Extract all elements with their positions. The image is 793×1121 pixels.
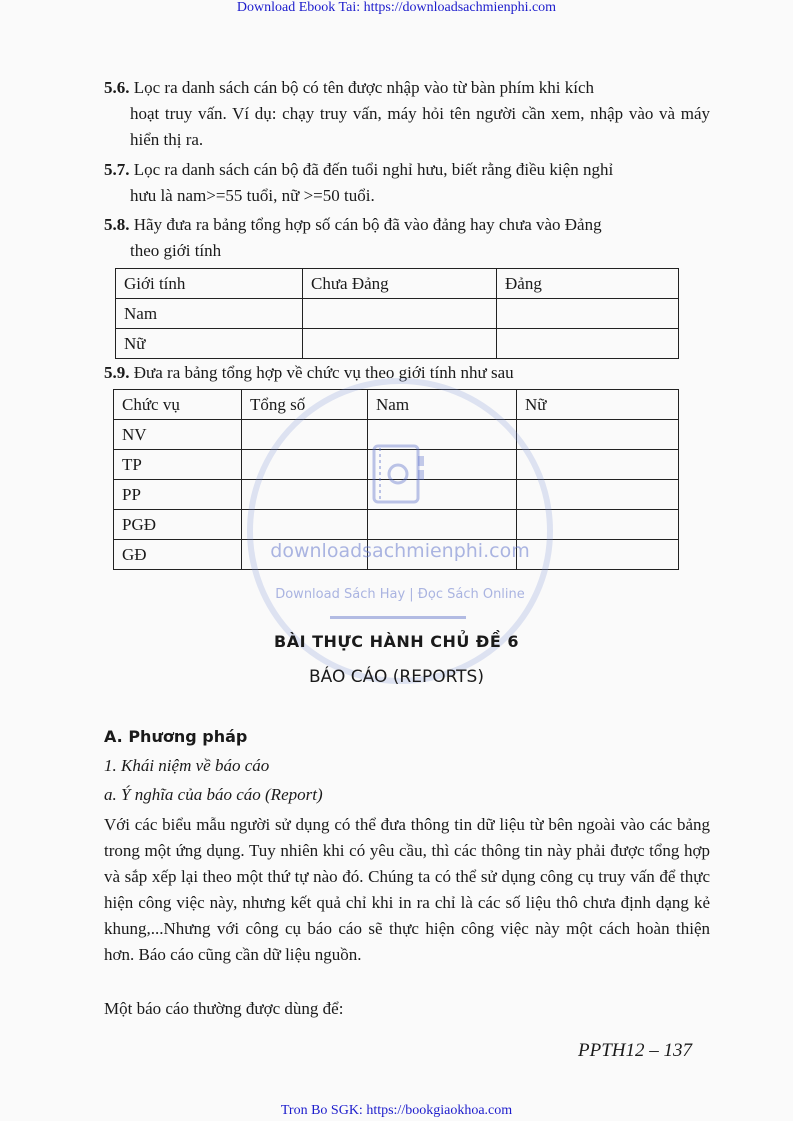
book-icon: [368, 442, 428, 508]
section-subtitle: BÁO CÁO (REPORTS): [309, 667, 484, 687]
table-cell: Nam: [116, 299, 303, 329]
exercise-text: Hãy đưa ra bảng tổng hợp số cán bộ đã vào đảng hay chưa vào Đảng: [133, 215, 602, 234]
table-cell: NV: [114, 420, 242, 450]
table-header-cell: Giới tính: [116, 269, 303, 299]
watermark-tagline: Download Sách Hay | Đọc Sách Online: [275, 587, 525, 602]
table-header-cell: Tổng số: [242, 390, 368, 420]
exercise-text-continued: theo giới tính: [130, 241, 222, 260]
part-a-heading: A. Phương pháp: [104, 727, 248, 746]
exercise-5-6: [104, 75, 710, 153]
subheading-concept: 1. Khái niệm về báo cáo: [104, 756, 270, 775]
table-row: [116, 299, 679, 329]
exercise-text-continued: hoạt truy vấn. Ví dụ: chạy truy vấn, máy hỏi tên người cần xem, nhập vào và máy hiển thị ra.: [130, 104, 710, 149]
watermark-site-name: downloadsachmienphi.com: [270, 540, 530, 562]
page-number: PPTH12 – 137: [578, 1040, 692, 1061]
table-cell: Nữ: [116, 329, 303, 359]
table-header-cell: Đảng: [497, 269, 679, 299]
table-cell: [303, 299, 497, 329]
exercise-text: Lọc ra danh sách cán bộ đã đến tuổi nghỉ hưu, biết rằng điều kiện nghỉ: [133, 160, 614, 179]
subheading-meaning: a. Ý nghĩa của báo cáo (Report): [104, 785, 323, 804]
exercise-text: Lọc ra danh sách cán bộ có tên được nhập vào từ bàn phím khi kích: [133, 78, 595, 97]
table-cell: [303, 329, 497, 359]
footer-download-link[interactable]: Tron Bo SGK: https://bookgiaokhoa.com: [280, 1103, 513, 1118]
body-paragraph: Với các biểu mẫu người sử dụng có thể đưa thông tin dữ liệu từ bên ngoài vào các bảng trong một ứng dụng. Tuy nhiên khi có yêu cầu, thì các thông tin này phải được tổng hợp và sắp xếp lại theo một thứ tự nào đó. Chúng ta có thể sử dụng công cụ truy vấn để thực hiện công việc này, nhưng kết quả chỉ khi in ra chỉ là các số liệu thô chưa định dạng kẻ khung,...Nhưng với công cụ báo cáo sẽ thực hiện công việc này một cách hoàn thiện hơn. Báo cáo cũng cần dữ liệu nguồn.: [104, 815, 710, 964]
section-title: BÀI THỰC HÀNH CHỦ ĐỀ 6: [274, 632, 519, 651]
party-gender-table: [115, 268, 679, 359]
table-header-cell: Nữ: [517, 390, 679, 420]
exercise-text: Đưa ra bảng tổng hợp về chức vụ theo giới tính như sau: [133, 363, 514, 382]
table-header-row: [116, 269, 679, 299]
exercise-text-continued: hưu là nam>=55 tuổi, nữ >=50 tuổi.: [130, 186, 375, 205]
body-last-line: Một báo cáo thường được dùng để:: [104, 999, 344, 1018]
table-cell: GĐ: [114, 540, 242, 570]
header-download-link[interactable]: Download Ebook Tai: https://downloadsachmienphi.com: [236, 0, 557, 15]
exercise-number: 5.9.: [104, 363, 130, 382]
table-cell: [497, 299, 679, 329]
watermark-underline: [330, 616, 466, 619]
table-cell: [497, 329, 679, 359]
exercise-number: 5.6.: [104, 78, 130, 97]
exercise-number: 5.7.: [104, 160, 130, 179]
table-cell: [517, 420, 679, 450]
exercise-number: 5.8.: [104, 215, 130, 234]
table-cell: TP: [114, 450, 242, 480]
table-cell: PGĐ: [114, 510, 242, 540]
table-row: [116, 329, 679, 359]
table-cell: PP: [114, 480, 242, 510]
exercise-5-7: [104, 157, 710, 209]
exercise-5-8: [104, 212, 710, 264]
table-header-cell: Chức vụ: [114, 390, 242, 420]
table-header-cell: Nam: [368, 390, 517, 420]
table-header-cell: Chưa Đảng: [303, 269, 497, 299]
